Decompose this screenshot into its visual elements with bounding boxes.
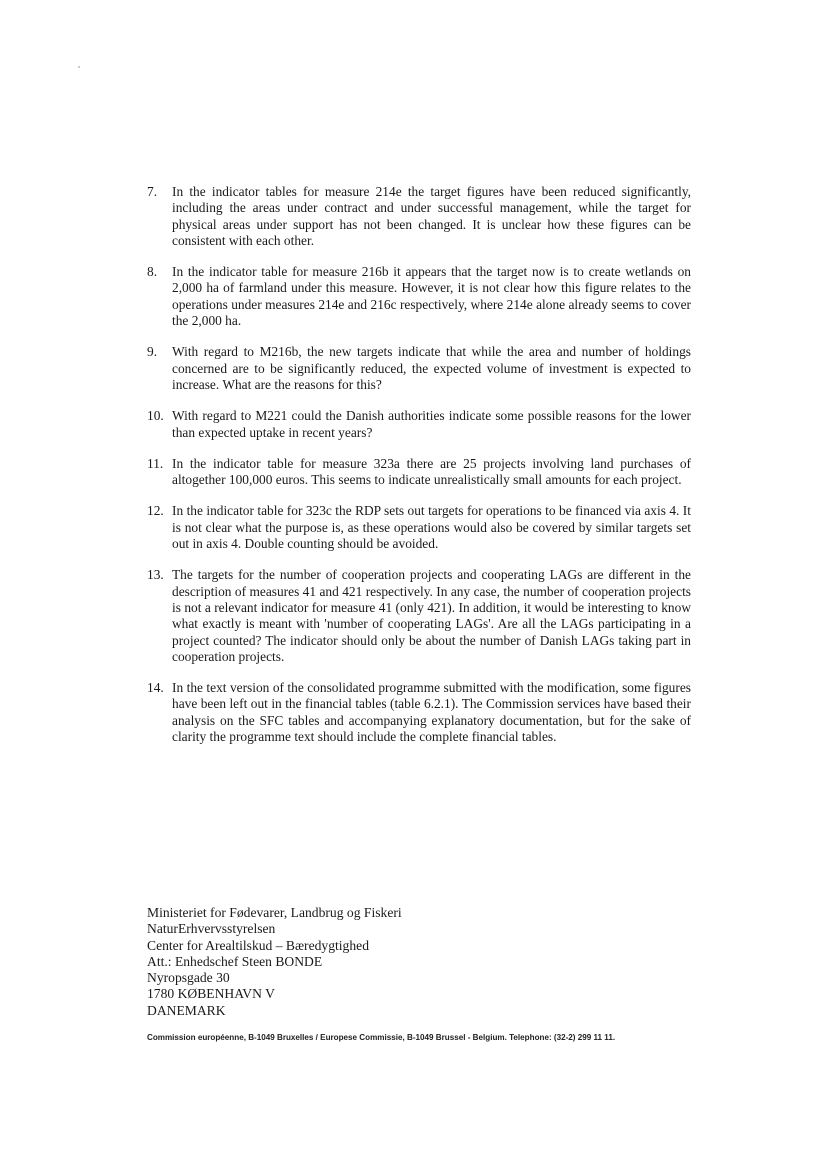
item-text: With regard to M216b, the new targets indicate that while the area and number of holdings concerned are to be significantly reduced, the expected volume of investment is expected to increase. What are the reasons for this? [172, 344, 691, 392]
item-text: In the indicator table for measure 216b it appears that the target now is to create wetlands on 2,000 ha of farmland under this measure. However, it is not clear how this figure relates to the operations under measures 214e and 216c respectively, where 214e alone already seems to cover the 2,000 ha. [172, 264, 691, 329]
item-number: 10. [147, 408, 164, 424]
address-line-country: DANEMARK [147, 1002, 226, 1018]
list-item [147, 567, 691, 665]
list-item [147, 503, 691, 552]
item-number: 12. [147, 503, 164, 519]
item-number: 14. [147, 680, 164, 696]
address-line-street: Nyropsgade 30 [147, 970, 230, 986]
list-item [147, 456, 691, 489]
address-line-agency: NaturErhvervsstyrelsen [147, 921, 276, 937]
list-item [147, 344, 691, 393]
item-text: In the indicator table for measure 323a there are 25 projects involving land purchases of altogether 100,000 euros. This seems to indicate unrealistically small amounts for each project. [172, 455, 691, 488]
list-item [147, 408, 691, 441]
item-text: In the text version of the consolidated programme submitted with the modification, some figures have been left out in the financial tables (table 6.2.1). The Commission services have based their analysis on the SFC tables and accompanying explanatory documentation, but for the sake of clarity the programme text should include the complete financial tables. [172, 680, 691, 745]
list-item [147, 264, 691, 329]
item-text: With regard to M221 could the Danish authorities indicate some possible reasons for the lower than expected uptake in recent years? [172, 408, 691, 440]
item-number: 13. [147, 567, 164, 583]
list-item [147, 184, 691, 249]
address-line-attention: Att.: Enhedschef Steen BONDE [147, 953, 323, 969]
address-line-ministry: Ministeriet for Fødevarer, Landbrug og Fiskeri [147, 905, 402, 920]
scan-speck [78, 66, 80, 68]
item-text: In the indicator tables for measure 214e the target figures have been reduced significantly, including the areas under contract and under successful management, while the target for physical areas under support has not been changed. It is unclear how these figures can be consistent with each other. [172, 184, 691, 248]
page-footer: Commission européenne, B-1049 Bruxelles / Europese Commissie, B-1049 Brussel - Belgium. Telephone: (32-2) 299 11 11. [147, 1033, 616, 1042]
item-number: 7. [147, 184, 158, 199]
numbered-questions-list [147, 184, 691, 760]
recipient-address [147, 905, 647, 1019]
item-number: 11. [147, 455, 164, 471]
list-item [147, 680, 691, 745]
item-text: In the indicator table for 323c the RDP sets out targets for operations to be financed via axis 4. It is not clear what the purpose is, as these operations would also be covered by similar targets set out in axis 4. Double counting should be avoided. [172, 503, 691, 552]
address-line-department: Center for Arealtilskud – Bæredygtighed [147, 937, 369, 953]
item-number: 9. [147, 344, 158, 360]
item-text: The targets for the number of cooperation projects and cooperating LAGs are different in the description of measures 41 and 421 respectively. In any case, the number of cooperation projects is not a relevant indicator for measure 41 (only 421). In addition, it would be interesting to know what exactly is meant with 'number of cooperating LAGs'. Are all the LAGs participating in a project counted? The indicator should only be about the number of Danish LAGs taking part in cooperation projects. [172, 567, 691, 664]
item-number: 8. [147, 264, 158, 280]
address-line-city: 1780 KØBENHAVN V [147, 986, 275, 1002]
